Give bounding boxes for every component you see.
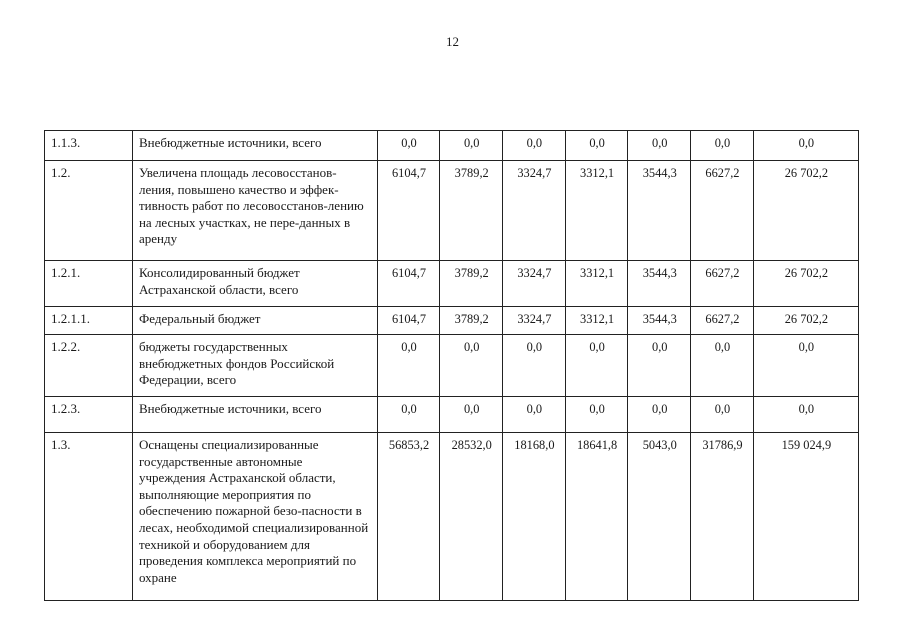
value-cell: 3789,2 [440, 161, 503, 261]
value-cell: 3544,3 [628, 161, 691, 261]
row-code: 1.1.3. [45, 131, 133, 161]
value-cell: 6104,7 [377, 307, 440, 335]
row-description: бюджеты государственных внебюджетных фондов Российской Федерации, всего [132, 335, 377, 397]
table-row [45, 261, 859, 307]
value-cell: 0,0 [503, 335, 566, 397]
value-cell: 0,0 [377, 335, 440, 397]
value-cell: 3312,1 [565, 161, 628, 261]
table-row [45, 433, 859, 601]
row-description: Оснащены специализированные государственные автономные учреждения Астраханской области, выполняющие мероприятия по обеспечению пожарной безо-пасности в лесах, необходимой специализированной техникой и оборудованием для проведения комплекса мероприятий по охране [132, 433, 377, 601]
value-cell: 6104,7 [377, 161, 440, 261]
value-cell: 3324,7 [503, 161, 566, 261]
value-cell: 0,0 [565, 131, 628, 161]
value-cell: 3312,1 [565, 261, 628, 307]
value-cell: 0,0 [440, 335, 503, 397]
value-cell: 3324,7 [503, 307, 566, 335]
row-code: 1.2.3. [45, 397, 133, 433]
value-cell: 0,0 [503, 131, 566, 161]
table-row [45, 307, 859, 335]
table-row [45, 161, 859, 261]
row-code: 1.2.1. [45, 261, 133, 307]
total-cell: 26 702,2 [753, 307, 858, 335]
value-cell: 56853,2 [377, 433, 440, 601]
total-cell: 159 024,9 [753, 433, 858, 601]
value-cell: 0,0 [565, 397, 628, 433]
value-cell: 6104,7 [377, 261, 440, 307]
row-description: Федеральный бюджет [132, 307, 377, 335]
value-cell: 3544,3 [628, 307, 691, 335]
table-row [45, 131, 859, 161]
row-code: 1.3. [45, 433, 133, 601]
value-cell: 31786,9 [691, 433, 754, 601]
value-cell: 28532,0 [440, 433, 503, 601]
table-row [45, 397, 859, 433]
value-cell: 18168,0 [503, 433, 566, 601]
value-cell: 0,0 [628, 335, 691, 397]
value-cell: 0,0 [440, 397, 503, 433]
value-cell: 3312,1 [565, 307, 628, 335]
total-cell: 0,0 [753, 131, 858, 161]
budget-table [44, 130, 859, 601]
row-code: 1.2.1.1. [45, 307, 133, 335]
row-code: 1.2.2. [45, 335, 133, 397]
value-cell: 0,0 [377, 131, 440, 161]
table-row [45, 335, 859, 397]
total-cell: 26 702,2 [753, 161, 858, 261]
row-code: 1.2. [45, 161, 133, 261]
value-cell: 3324,7 [503, 261, 566, 307]
value-cell: 0,0 [440, 131, 503, 161]
page-number: 12 [446, 34, 459, 49]
total-cell: 0,0 [753, 397, 858, 433]
value-cell: 3789,2 [440, 307, 503, 335]
value-cell: 3789,2 [440, 261, 503, 307]
value-cell: 0,0 [628, 131, 691, 161]
value-cell: 6627,2 [691, 307, 754, 335]
row-description: Внебюджетные источники, всего [132, 131, 377, 161]
value-cell: 18641,8 [565, 433, 628, 601]
value-cell: 0,0 [377, 397, 440, 433]
value-cell: 3544,3 [628, 261, 691, 307]
value-cell: 5043,0 [628, 433, 691, 601]
value-cell: 6627,2 [691, 261, 754, 307]
value-cell: 0,0 [691, 335, 754, 397]
value-cell: 0,0 [691, 131, 754, 161]
value-cell: 0,0 [565, 335, 628, 397]
value-cell: 0,0 [691, 397, 754, 433]
row-description: Консолидированный бюджет Астраханской области, всего [132, 261, 377, 307]
row-description: Увеличена площадь лесовосстанов-ления, повышено качество и эффек-тивность работ по лесовосстанов-лению на лесных участках, не пере-данных в аренду [132, 161, 377, 261]
value-cell: 0,0 [503, 397, 566, 433]
value-cell: 6627,2 [691, 161, 754, 261]
total-cell: 0,0 [753, 335, 858, 397]
value-cell: 0,0 [628, 397, 691, 433]
total-cell: 26 702,2 [753, 261, 858, 307]
row-description: Внебюджетные источники, всего [132, 397, 377, 433]
